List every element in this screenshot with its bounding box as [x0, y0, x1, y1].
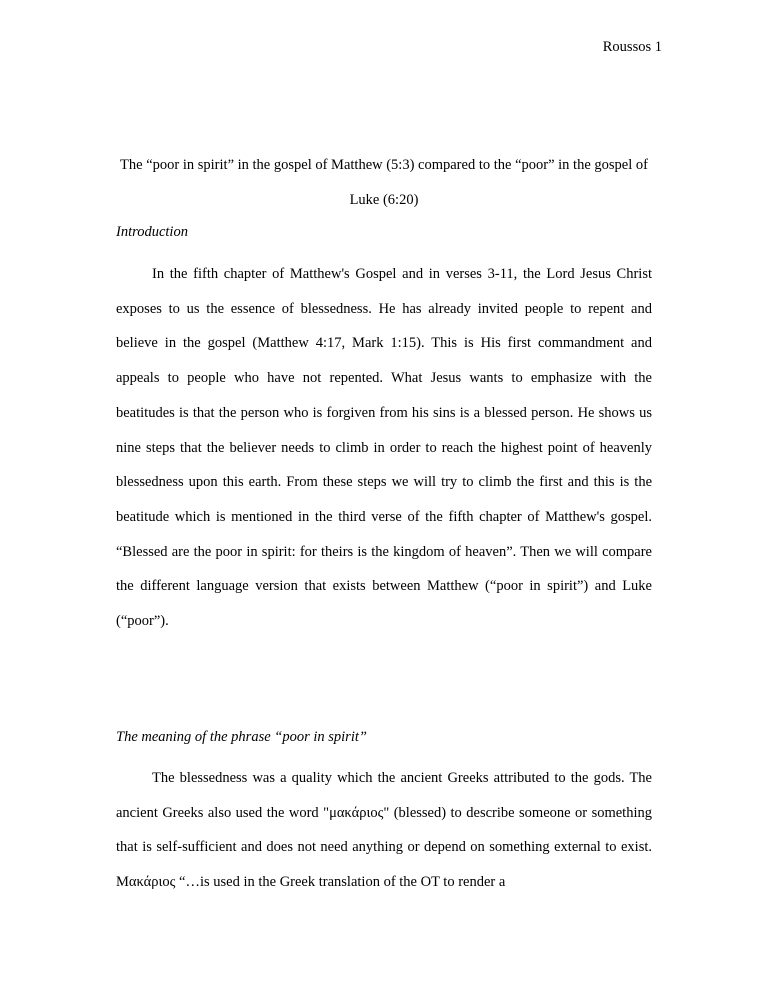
page-header: Roussos 1 — [602, 39, 662, 55]
section-heading-introduction: Introduction — [116, 224, 188, 240]
document-title: The “poor in spirit” in the gospel of Matthew (5:3) compared to the “poor” in the gospel of Luke (6:20) — [120, 157, 648, 208]
meaning-paragraph: The blessedness was a quality which the ancient Greeks attributed to the gods. The ancient Greeks also used the word "μακάριος" (blessed) to describe someone or something that is self-sufficient and does not need anything or depend on something external to exist. Μακάριος “…is used in the Greek translation of the OT to render a — [116, 770, 652, 891]
section-heading-meaning: The meaning of the phrase “poor in spirit” — [116, 729, 367, 745]
introduction-paragraph: In the fifth chapter of Matthew's Gospel and in verses 3-11, the Lord Jesus Christ exposes to us the essence of blessedness. He has already invited people to repent and believe in the gospel (Matthew 4:17, Mark 1:15). This is His first commandment and appeals to people who have not repented. What Jesus wants to emphasize with the beatitudes is that the person who is forgiven from his sins is a blessed person. He shows us nine steps that the believer needs to climb in order to reach the highest point of heavenly blessedness upon this earth. From these steps we will try to climb the first and this is the beatitude which is mentioned in the third verse of the fifth chapter of Matthew's gospel. “Blessed are the poor in spirit: for theirs is the kingdom of heaven”. Then we will compare the different language version that exists between Matthew (“poor in spirit”) and Luke (“poor”). — [116, 266, 652, 630]
